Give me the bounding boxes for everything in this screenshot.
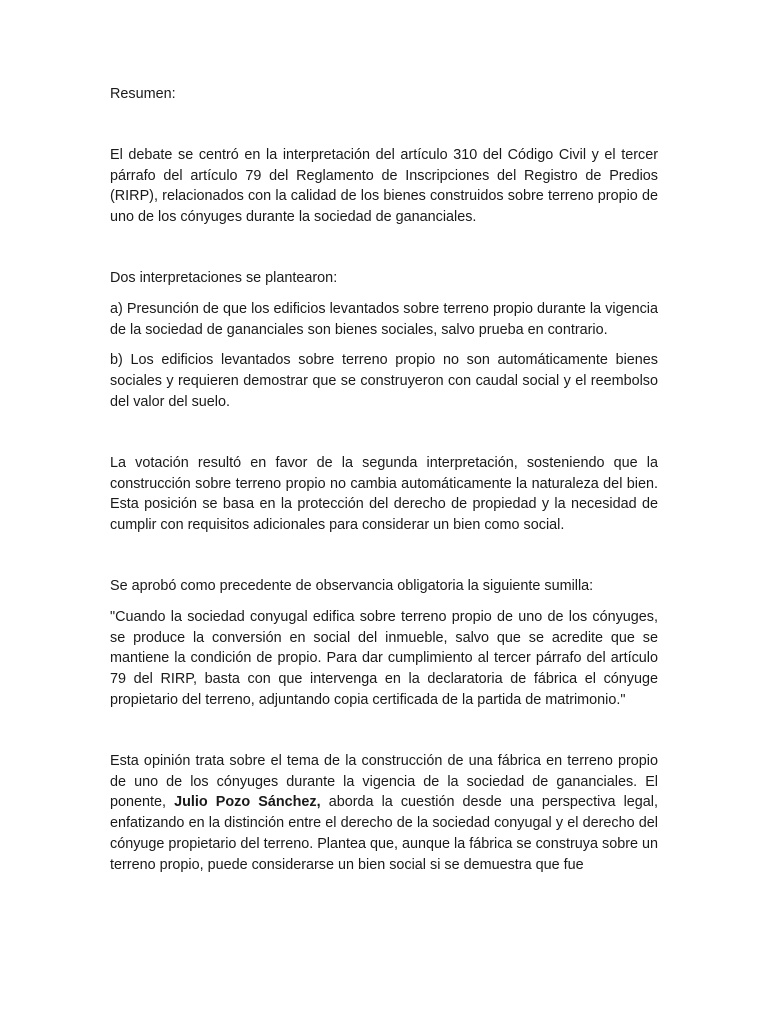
interpretation-a: a) Presunción de que los edificios levantados sobre terreno propio durante la vigencia de la sociedad de gananciales son bienes sociales, salvo prueba en contrario. bbox=[110, 300, 658, 338]
opinion-text-end: aborda la cuestión desde una perspectiva legal, enfatizando en la distinción entre el derecho de la sociedad conyugal y el derecho del cónyuge propietario del terreno. Plantea que, aunque la fábrica se construya sobre un terreno propio, puede considerarse un bien social si se demuestra que fue bbox=[110, 794, 659, 873]
sumilla-quote: "Cuando la sociedad conyugal edifica sobre terreno propio de uno de los cónyuges, se produce la conversión en social del inmueble, salvo que se acredite que se mantiene la condición de propio. Para dar cumplimiento al tercer párrafo del artículo 79 del RIRP, basta con que intervenga en la declaratoria de fábrica el cónyuge propietario del terreno, adjuntando copia certificada de la partida de matrimonio." bbox=[110, 608, 658, 708]
document-page bbox=[110, 84, 658, 876]
speaker-name: Julio Pozo Sánchez, bbox=[174, 794, 321, 811]
interpretations-intro: Dos interpretaciones se plantearon: bbox=[110, 269, 338, 286]
opinion-paragraph bbox=[110, 751, 658, 876]
precedent-intro: Se aprobó como precedente de observancia obligatoria la siguiente sumilla: bbox=[110, 577, 594, 594]
debate-paragraph: El debate se centró en la interpretación del artículo 310 del Código Civil y el tercer párrafo del artículo 79 del Reglamento de Inscripciones del Registro de Predios (RIRP), relacionados con la calidad de los bienes construidos sobre terreno propio de uno de los cónyuges durante la sociedad de gananciales. bbox=[110, 146, 658, 226]
summary-heading: Resumen: bbox=[110, 86, 176, 102]
interpretation-b: b) Los edificios levantados sobre terreno propio no son automáticamente bienes sociales y requieren demostrar que se construyeron con caudal social y el reembolso del valor del suelo. bbox=[110, 352, 658, 410]
opinion-text-start: Esta opinión trata sobre el tema de la construcción de una fábrica en terreno propio de uno de los cónyuges durante la vigencia de la sociedad de gananciales. El ponente, bbox=[110, 752, 658, 811]
vote-result-paragraph: La votación resultó en favor de la segunda interpretación, sosteniendo que la construcción sobre terreno propio no cambia automáticamente la naturaleza del bien. Esta posición se basa en la protección del derecho de propiedad y la necesidad de cumplir con requisitos adicionales para considerar un bien como social. bbox=[110, 454, 658, 534]
